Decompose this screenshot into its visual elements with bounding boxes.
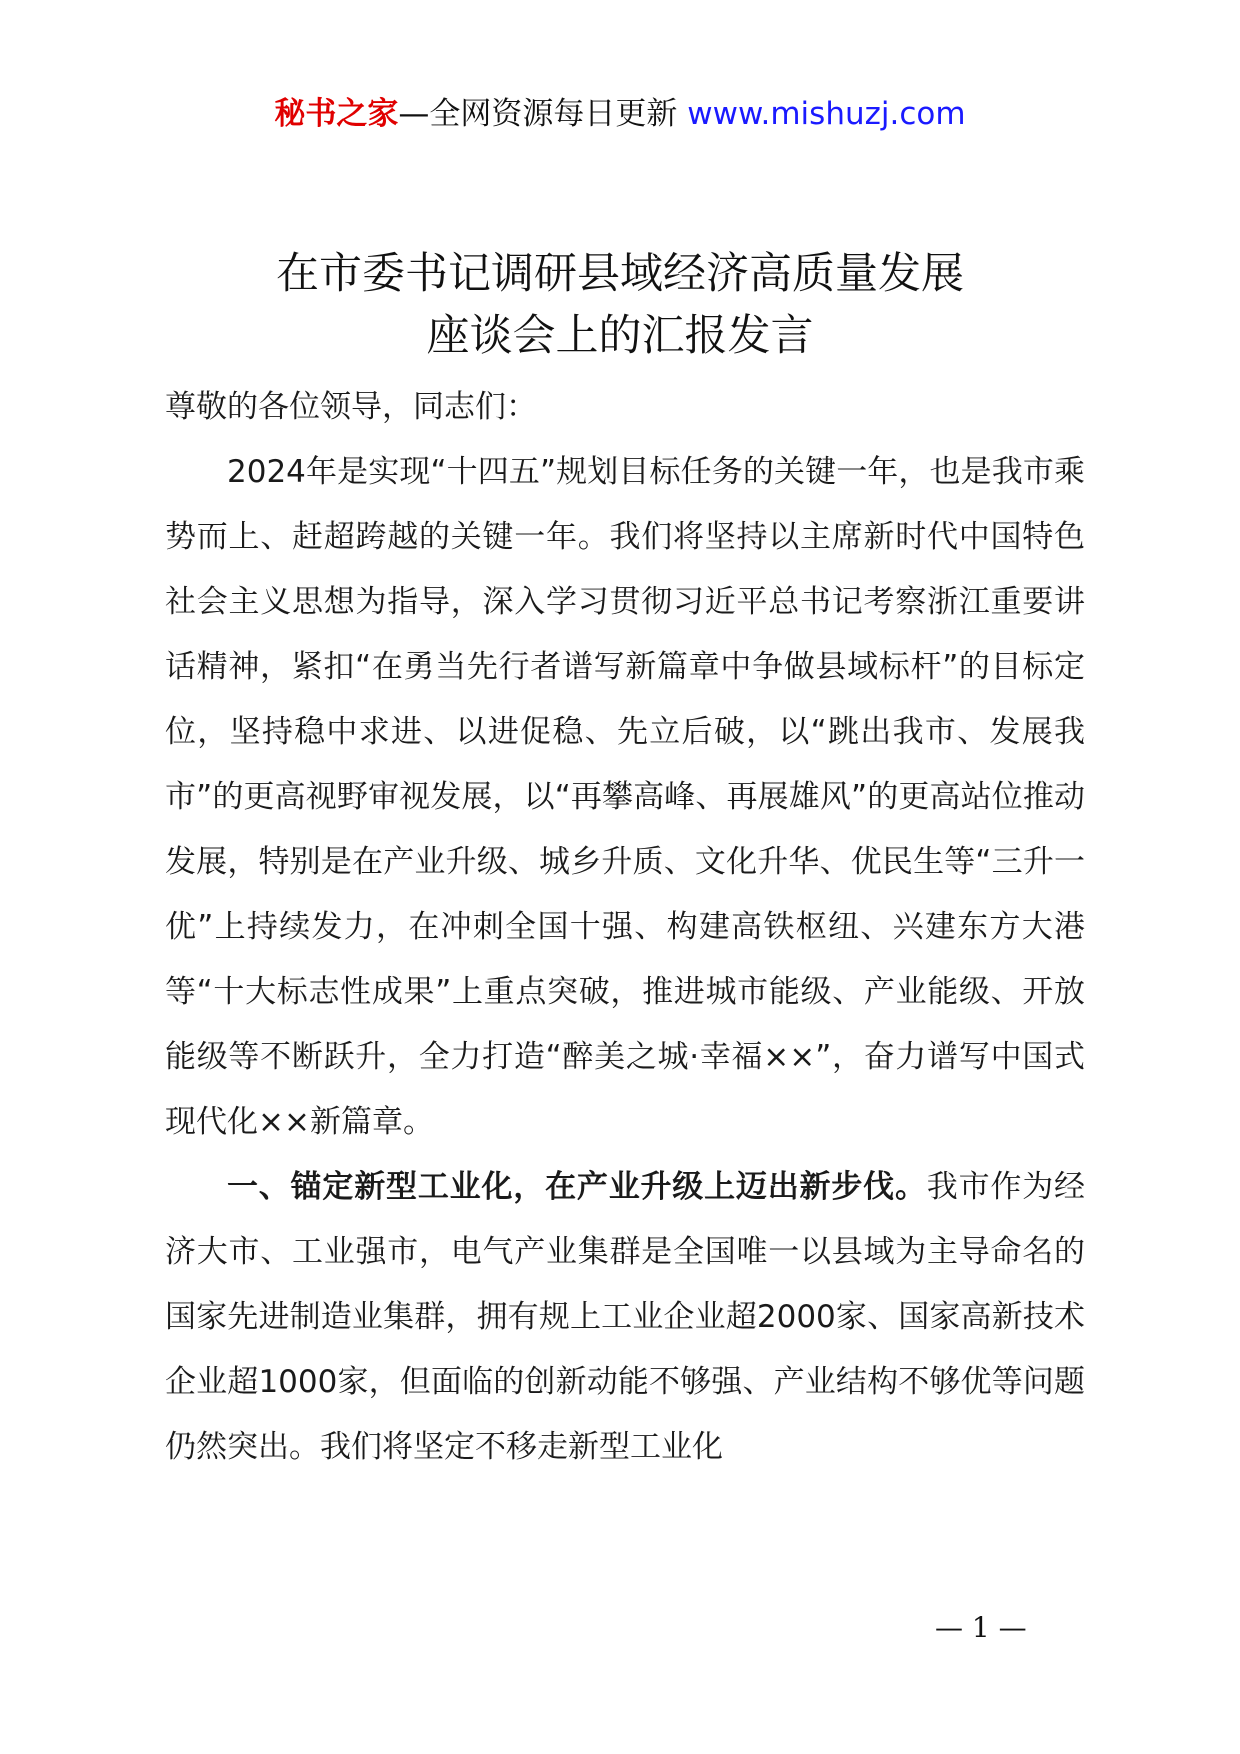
page-number: — 1 — xyxy=(935,1611,1027,1644)
paragraph-intro: 2024年是实现“十四五”规划目标任务的关键一年，也是我市乘势而上、赶超跨越的关键一年。我们将坚持以主席新时代中国特色社会主义思想为指导，深入学习贯彻习近平总书记考察浙江重要讲话精神，紧扣“在勇当先行者谱写新篇章中争做县域标杆”的目标定位，坚持稳中求进、以进促稳、先立后破，以“跳出我市、发展我市”的更高视野审视发展，以“再攀高峰、再展雄风”的更高站位推动发展，特别是在产业升级、城乡升质、文化升华、优民生等“三升一优”上持续发力，在冲刺全国十强、构建高铁枢纽、兴建东方大港等“十大标志性成果”上重点突破，推进城市能级、产业能级、开放能级等不断跃升，全力打造“醉美之城·幸福××”，奋力谱写中国式现代化××新篇章。 xyxy=(165,454,1085,1140)
salutation: 尊敬的各位领导，同志们： xyxy=(165,389,537,425)
site-url[interactable]: www.mishuzj.com xyxy=(687,96,966,132)
section-body: 我市作为经济大市、工业强市，电气产业集群是全国唯一以县域为主导命名的国家先进制造业集群，拥有规上工业企业超2000家、国家高新技术企业超1000家，但面临的创新动能不够强、产业结构不够优等问题仍然突出。我们将坚定不移走新型工业化 xyxy=(165,1169,1086,1465)
paragraph-section-1 xyxy=(165,1155,1085,1480)
document-body xyxy=(165,375,1085,1480)
document-title xyxy=(0,243,1240,367)
section-heading: 一、锚定新型工业化，在产业升级上迈出新步伐。 xyxy=(227,1169,927,1205)
title-line-2: 座谈会上的汇报发言 xyxy=(426,311,814,361)
title-line-1: 在市委书记调研县域经济高质量发展 xyxy=(276,249,964,299)
site-header xyxy=(0,94,1240,134)
brand-name: 秘书之家 xyxy=(274,96,399,132)
header-tagline: —全网资源每日更新 xyxy=(398,96,678,132)
